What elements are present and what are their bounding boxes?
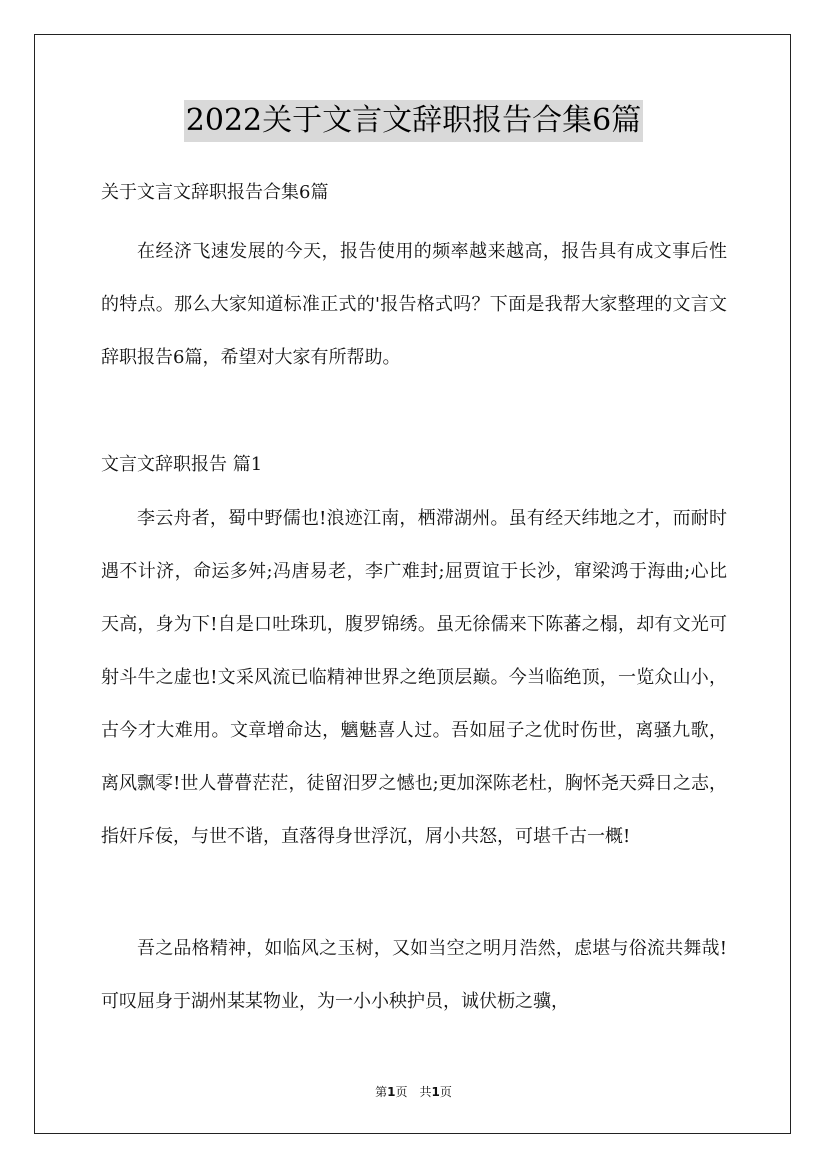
footer-suffix: 页 xyxy=(439,1085,452,1099)
body-paragraph-2: 吾之品格精神，如临风之玉树，又如当空之明月浩然，虑堪与俗流共舞哉!可叹屈身于湖州某某物业，为一小小秧护员，诚伏枥之骥， xyxy=(101,938,727,1012)
document-subtitle: 关于文言文辞职报告合集6篇 xyxy=(101,182,329,203)
body-paragraph-1: 李云舟者，蜀中野儒也!浪迹江南，栖滞湖州。虽有经天纬地之才，而耐时遇不计济，命运多舛;冯唐易老，李广难封;屈贾谊于长沙，窜梁鸿于海曲;心比天高，身为下!自是口吐珠玑，腹罗锦绣。虽无徐儒来下陈蕃之榻，却有文光可射斗牛之虚也!文采风流已临精神世界之绝顶层巅。今当临绝顶，一览众山小，古今才大难用。文章增命达，魑魅喜人过。吾如屈子之优时伤世，离骚九歌，离风飘零!世人瞢瞢茫茫，徒留汨罗之憾也;更加深陈老杜，胸怀尧天舜日之志，指奸斥佞，与世不谐，直落得身世浮沉，屑小共怒，可堪千古一概! xyxy=(101,508,727,847)
footer-page-number: 1 xyxy=(387,1085,396,1099)
title-container xyxy=(0,100,827,142)
document-title: 2022关于文言文辞职报告合集6篇 xyxy=(184,100,643,142)
page-footer xyxy=(0,1083,827,1100)
footer-page-total: 1 xyxy=(431,1085,440,1099)
footer-mid: 页 共 xyxy=(395,1085,432,1099)
footer-prefix: 第 xyxy=(375,1085,388,1099)
intro-paragraph: 在经济飞速发展的今天，报告使用的频率越来越高，报告具有成文事后性的特点。那么大家知道标准正式的'报告格式吗？下面是我帮大家整理的文言文辞职报告6篇，希望对大家有所帮助。 xyxy=(101,241,727,368)
section-heading: 文言文辞职报告 篇1 xyxy=(101,454,263,475)
